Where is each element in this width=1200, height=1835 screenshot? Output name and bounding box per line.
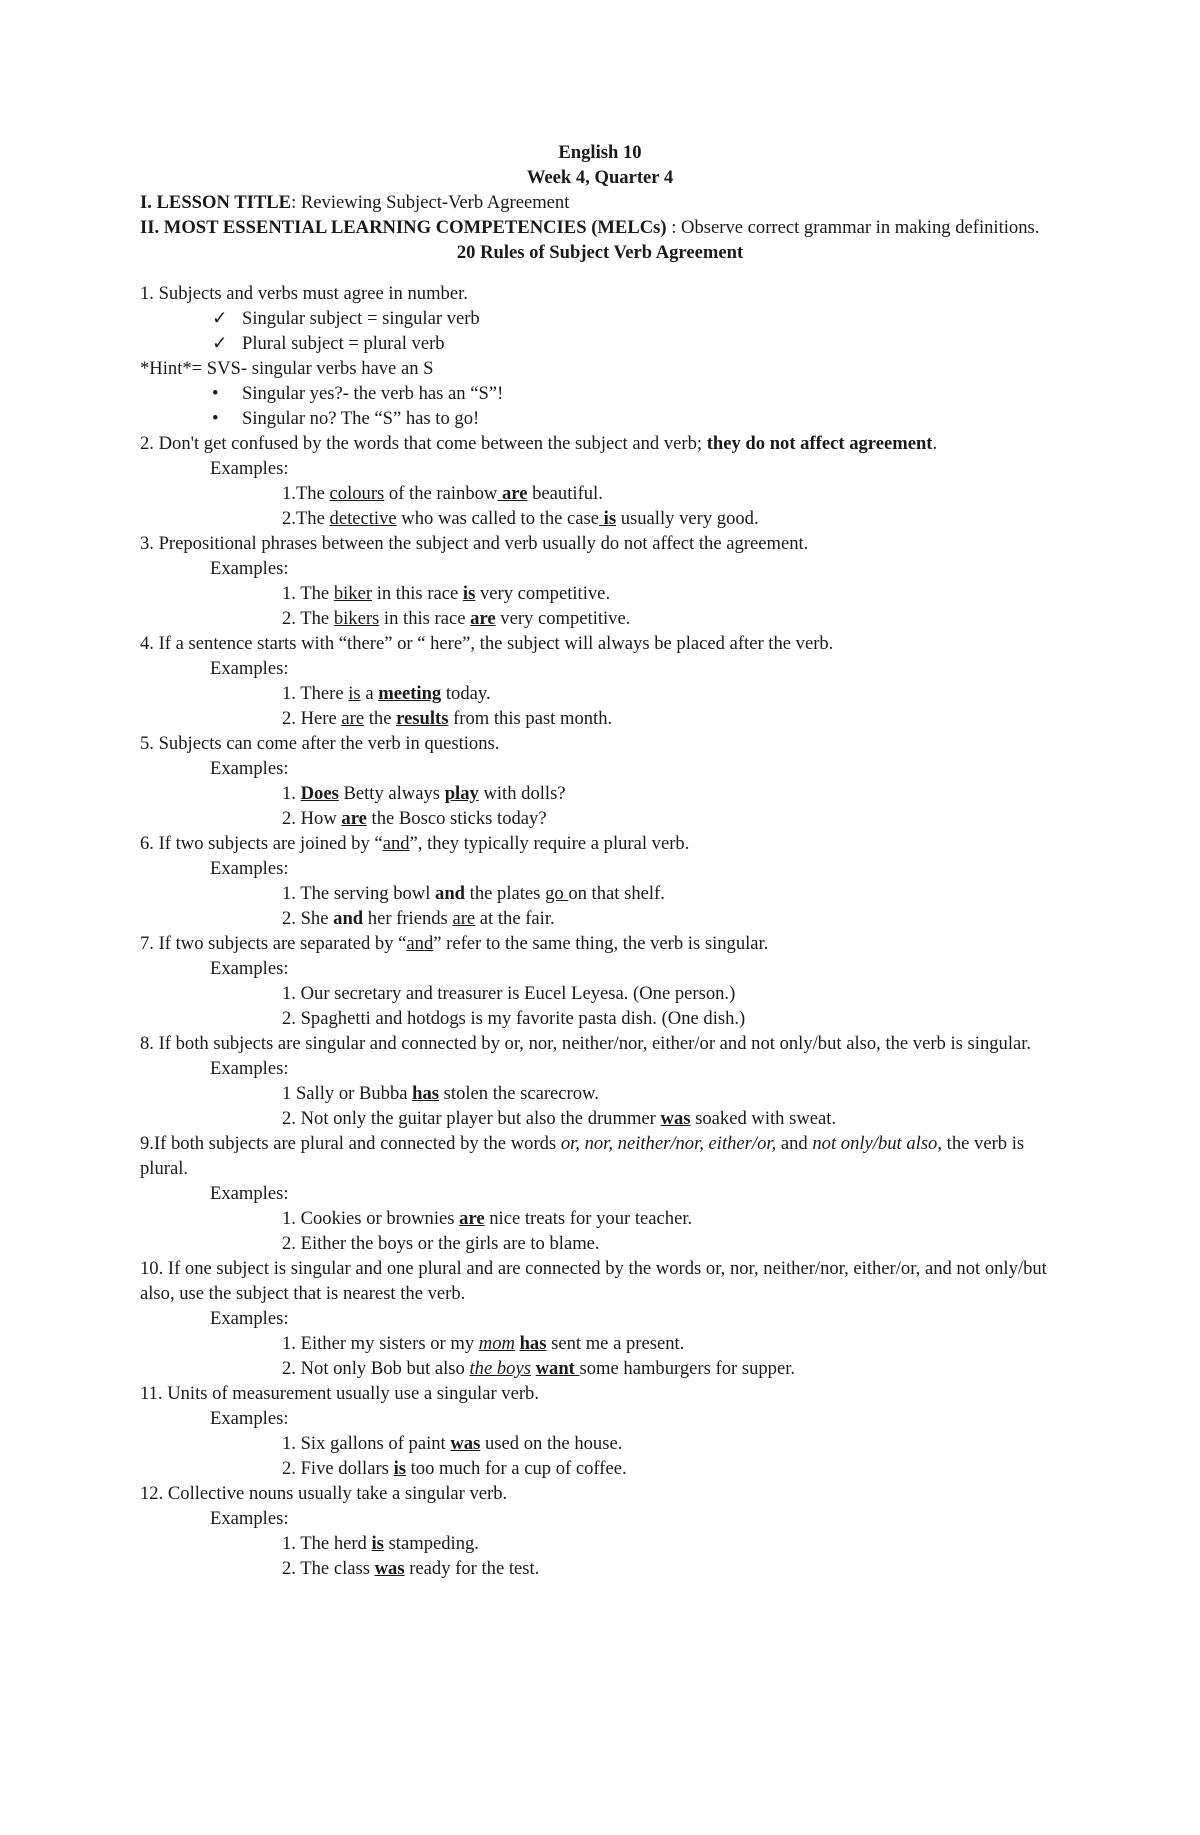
check-icon: ✓ [212, 333, 228, 354]
example: 2. She and her friends are at the fair. [282, 908, 555, 929]
example: 2. Spaghetti and hotdogs is my favorite pasta dish. (One dish.) [282, 1008, 746, 1029]
rule-3: 3. Prepositional phrases between the subject and verb usually do not affect the agreement. [140, 533, 809, 554]
example: 1. Either my sisters or my mom has sent me a present. [282, 1333, 685, 1354]
example: 2. Either the boys or the girls are to blame. [282, 1233, 600, 1254]
examples-label: Examples: [210, 1408, 289, 1429]
examples-label: Examples: [210, 558, 289, 579]
list-item: ✓ Singular subject = singular verb [212, 308, 480, 329]
example: 2. Not only Bob but also the boys want some hamburgers for supper. [282, 1358, 796, 1379]
examples-label: Examples: [210, 1508, 289, 1529]
examples-label: Examples: [210, 1058, 289, 1079]
example: 1.The colours of the rainbow are beautiful. [282, 483, 603, 504]
rule-10: 10. If one subject is singular and one plural and are connected by the words or, nor, neither/nor, either/or, and not only/but also, use the subject that is nearest the verb. [140, 1258, 1047, 1304]
bullet-icon: • [212, 408, 219, 429]
example: 1. The biker in this race is very competitive. [282, 583, 611, 604]
list-item: • Singular no? The “S” has to go! [212, 408, 480, 429]
rule-1: 1. Subjects and verbs must agree in number. [140, 283, 468, 304]
example: 1. Cookies or brownies are nice treats for your teacher. [282, 1208, 693, 1229]
examples-label: Examples: [210, 1308, 289, 1329]
rule-8: 8. If both subjects are singular and connected by or, nor, neither/nor, either/or and not only/but also, the verb is singular. [140, 1033, 1032, 1054]
rule-9: 9.If both subjects are plural and connected by the words or, nor, neither/nor, either/or, and not only/but also, the verb is plural. [140, 1133, 1025, 1179]
course-title: English 10 [558, 142, 642, 163]
examples-label: Examples: [210, 958, 289, 979]
bullet-icon: • [212, 383, 219, 404]
list-item: • Singular yes?- the verb has an “S”! [212, 383, 504, 404]
lesson-title: I. LESSON TITLE: Reviewing Subject-Verb Agreement [140, 192, 570, 213]
examples-label: Examples: [210, 658, 289, 679]
rule-12: 12. Collective nouns usually take a singular verb. [140, 1483, 508, 1504]
list-item: ✓ Plural subject = plural verb [212, 333, 445, 354]
example: 2. Here are the results from this past month. [282, 708, 613, 729]
example: 2. Five dollars is too much for a cup of coffee. [282, 1458, 627, 1479]
examples-label: Examples: [210, 458, 289, 479]
example: 1. Does Betty always play with dolls? [282, 783, 566, 804]
example: 1. The serving bowl and the plates go on that shelf. [282, 883, 665, 904]
rule-7: 7. If two subjects are separated by “and” refer to the same thing, the verb is singular. [140, 933, 769, 954]
example: 2.The detective who was called to the case is usually very good. [282, 508, 759, 529]
check-icon: ✓ [212, 308, 228, 329]
rule-2: 2. Don't get confused by the words that come between the subject and verb; they do not affect agreement. [140, 433, 938, 454]
week-quarter: Week 4, Quarter 4 [526, 167, 674, 188]
example: 1. There is a meeting today. [282, 683, 491, 704]
hint: *Hint*= SVS- singular verbs have an S [140, 358, 434, 379]
example: 2. Not only the guitar player but also the drummer was soaked with sweat. [282, 1108, 837, 1129]
melc-statement: II. MOST ESSENTIAL LEARNING COMPETENCIES (MELCs) : Observe correct grammar in making definitions. [140, 217, 1040, 238]
example: 1 Sally or Bubba has stolen the scarecrow. [282, 1083, 599, 1104]
rule-11: 11. Units of measurement usually use a singular verb. [140, 1383, 539, 1404]
rule-5: 5. Subjects can come after the verb in questions. [140, 733, 500, 754]
example: 1. Our secretary and treasurer is Eucel Leyesa. (One person.) [282, 983, 736, 1004]
rule-4: 4. If a sentence starts with “there” or “ here”, the subject will always be placed after the verb. [140, 633, 834, 654]
example: 2. The class was ready for the test. [282, 1558, 540, 1579]
examples-label: Examples: [210, 858, 289, 879]
example: 1. Six gallons of paint was used on the house. [282, 1433, 623, 1454]
document-page [140, 140, 1060, 1581]
example: 2. The bikers in this race are very competitive. [282, 608, 631, 629]
examples-label: Examples: [210, 758, 289, 779]
rule-6: 6. If two subjects are joined by “and”, they typically require a plural verb. [140, 833, 690, 854]
examples-label: Examples: [210, 1183, 289, 1204]
section-subtitle: 20 Rules of Subject Verb Agreement [456, 242, 744, 263]
example: 2. How are the Bosco sticks today? [282, 808, 547, 829]
example: 1. The herd is stampeding. [282, 1533, 479, 1554]
